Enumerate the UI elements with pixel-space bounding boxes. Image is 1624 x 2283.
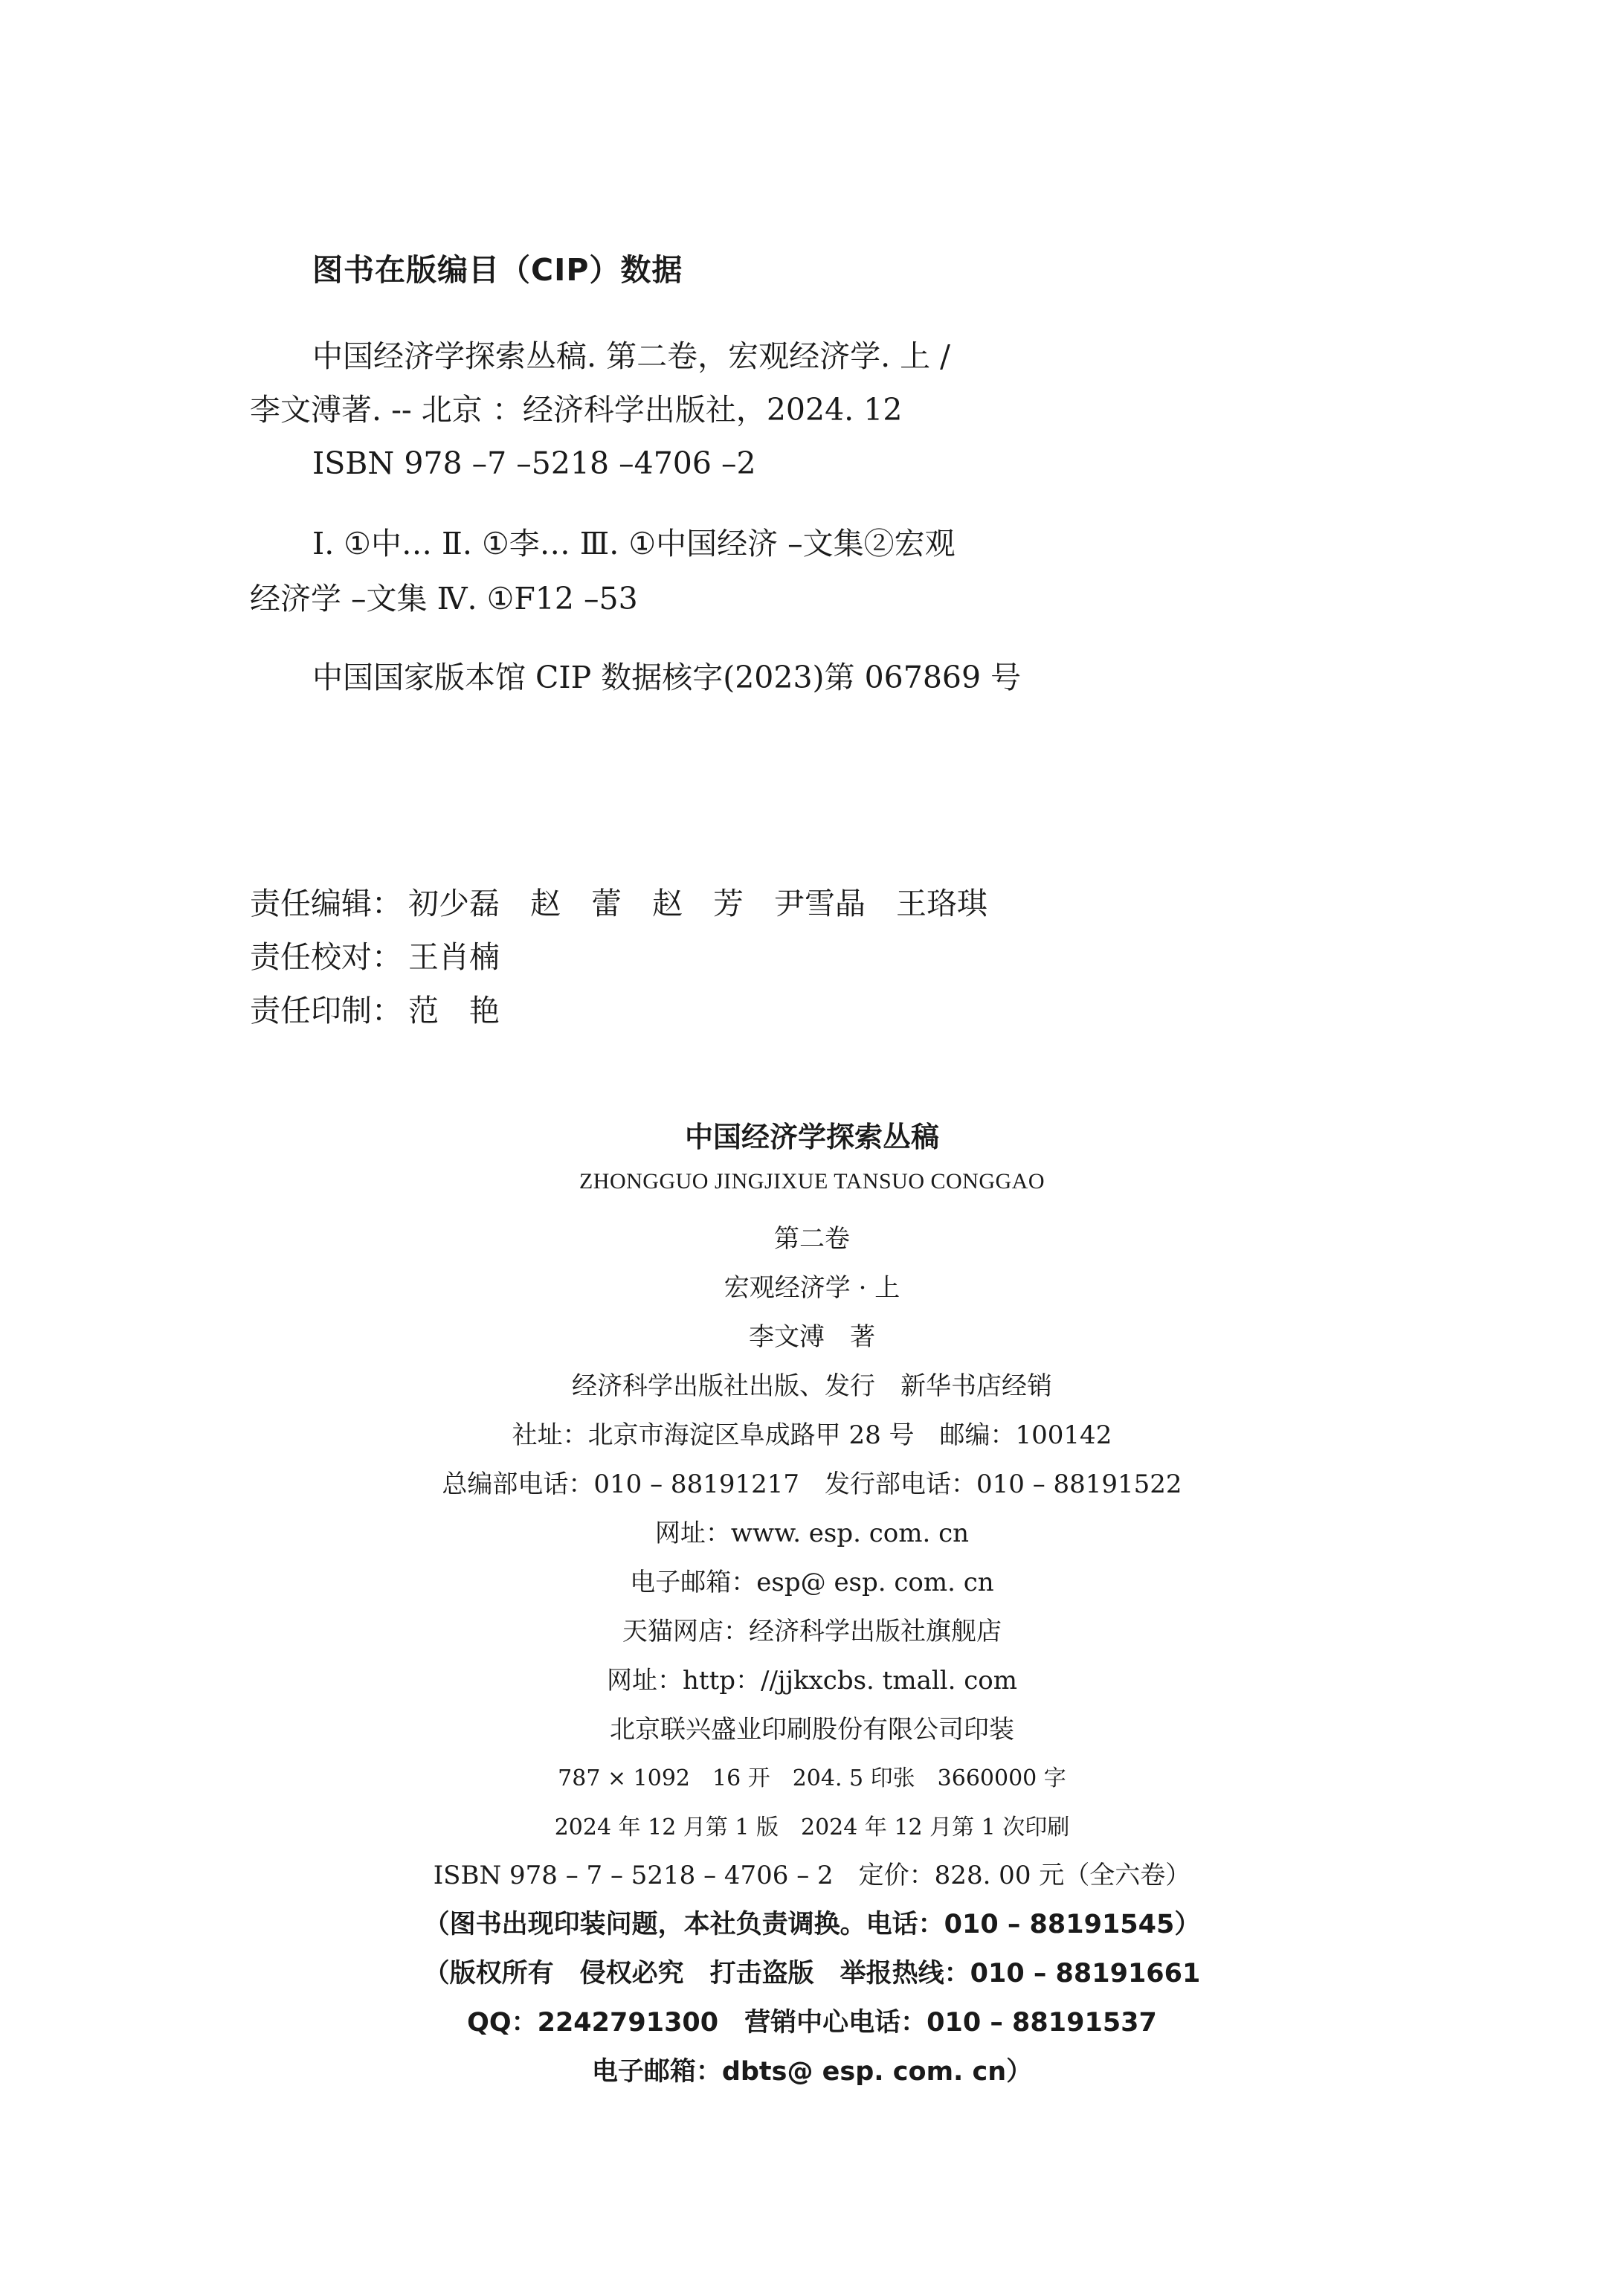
staff-role: 责任校对： <box>250 939 402 975</box>
staff-role: 责任编辑： <box>250 886 402 921</box>
colophon-notice-2: （版权所有 侵权必究 打击盗版 举报热线：010 – 88191661 <box>423 1959 1201 1989</box>
colophon-title: 中国经济学探索丛稿 <box>684 1121 939 1153</box>
cip-line-4: Ⅰ. ①中… Ⅱ. ①李… Ⅲ. ①中国经济 –文集②宏观 <box>312 526 956 561</box>
staff-names: 王肖楠 <box>408 939 500 975</box>
staff-editor <box>250 879 987 923</box>
staff-names: 范 艳 <box>408 993 500 1028</box>
colophon-printer: 北京联兴盛业印刷股份有限公司印装 <box>610 1715 1014 1745</box>
colophon-phones: 总编部电话：010 – 88191217 发行部电话：010 – 88191522 <box>442 1469 1182 1499</box>
colophon-author: 李文溥 著 <box>749 1322 875 1352</box>
cip-line-6: 中国国家版本馆 CIP 数据核字(2023)第 067869 号 <box>312 660 1022 695</box>
colophon-isbn-price: ISBN 978 – 7 – 5218 – 4706 – 2 定价：828. 00 元（全六卷） <box>433 1861 1191 1890</box>
staff-role: 责任印制： <box>250 993 402 1028</box>
colophon-volume: 第二卷 <box>774 1224 850 1254</box>
colophon-specs: 787 × 1092 16 开 204. 5 印张 3660000 字 <box>558 1765 1066 1791</box>
colophon-tmall-url: 网址：http：//jjkxcbs. tmall. com <box>607 1666 1017 1696</box>
colophon-notice-3: QQ：2242791300 营销中心电话：010 – 88191537 <box>467 2008 1157 2038</box>
cip-line-3: ISBN 978 –7 –5218 –4706 –2 <box>312 445 756 481</box>
colophon-publisher: 经济科学出版社出版、发行 新华书店经销 <box>572 1371 1052 1401</box>
colophon-pinyin: ZHONGGUO JINGJIXUE TANSUO CONGGAO <box>579 1169 1045 1194</box>
colophon-email: 电子邮箱：esp@ esp. com. cn <box>630 1568 994 1597</box>
cip-heading: 图书在版编目（CIP）数据 <box>312 252 683 288</box>
colophon-subtitle: 宏观经济学 · 上 <box>724 1273 900 1303</box>
colophon-notice-1: （图书出现印装问题，本社负责调换。电话：010 – 88191545） <box>423 1910 1201 1939</box>
colophon-tmall: 天猫网店：经济科学出版社旗舰店 <box>622 1617 1002 1646</box>
staff-names: 初少磊 赵 蕾 赵 芳 尹雪晶 王珞琪 <box>408 886 987 921</box>
staff-printing <box>250 986 500 1030</box>
cip-line-1: 中国经济学探索丛稿. 第二卷，宏观经济学. 上 / <box>312 338 950 374</box>
cip-line-2: 李文溥著. -- 北京 ：经济科学出版社，2024. 12 <box>250 392 903 428</box>
colophon-edition: 2024 年 12 月第 1 版 2024 年 12 月第 1 次印刷 <box>554 1815 1070 1841</box>
colophon-website: 网址：www. esp. com. cn <box>654 1519 970 1548</box>
cip-line-5: 经济学 –文集 Ⅳ. ①F12 –53 <box>250 581 638 616</box>
staff-proofreader <box>250 933 500 976</box>
colophon-address: 社址：北京市海淀区阜成路甲 28 号 邮编：100142 <box>512 1420 1112 1450</box>
colophon-notice-4: 电子邮箱：dbts@ esp. com. cn） <box>591 2057 1033 2087</box>
